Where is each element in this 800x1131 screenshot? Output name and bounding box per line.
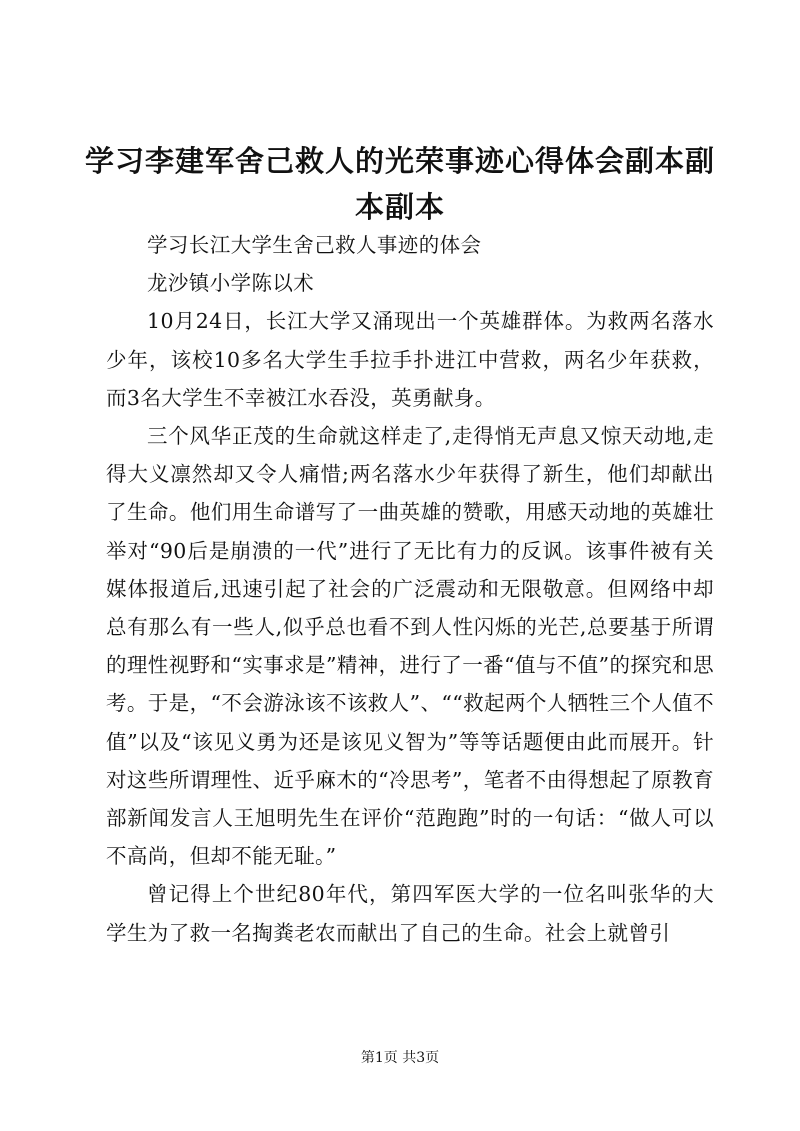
author-paragraph: 龙沙镇小学陈以术 <box>147 271 315 296</box>
subtitle-paragraph: 学习长江大学生舍己救人事迹的体会 <box>147 233 482 257</box>
page-number-footer: 第1页 共3页 <box>360 1050 440 1066</box>
body-paragraph: 10月24日，长江大学又涌现出一个英雄群体。为救两名落水少年，该校10多名大学生手拉手扑进江中营救，两名少年获救，而3名大学生不幸被江水吞没，英勇献身。 <box>106 309 714 410</box>
body-paragraph: 三个风华正茂的生命就这样走了,走得悄无声息又惊天动地,走得大义凛然却又令人痛惜;两名落水少年获得了新生，他们却献出了生命。他们用生命谱写了一曲英雄的赞歌，用感天动地的英雄壮举对“90后是崩溃的一代”进行了无比有力的反讽。该事件被有关媒体报道后,迅速引起了社会的广泛震动和无限敬意。但网络中却总有那么有一些人,似乎总也看不到人性闪烁的光芒,总要基于所谓的理性视野和“实事求是”精神，进行了一番“值与不值”的探究和思考。于是，“不会游泳该不该救人”、““救起两个人牺牲三个人值不值”以及“该见义勇为还是该见义智为”等等话题便由此而展开。针对这些所谓理性、近乎麻木的“冷思考”，笔者不由得想起了原教育部新闻发言人王旭明先生在评价“范跑跑”时的一句话：“做人可以不高尚，但却不能无耻。” <box>106 424 714 869</box>
document-title: 学习李建军舍己救人的光荣事迹心得体会副本副本副本 <box>84 144 715 224</box>
body-paragraph: 曾记得上个世纪80年代，第四军医大学的一位名叫张华的大学生为了救一名掏粪老农而献出了自己的生命。社会上就曾引 <box>106 882 714 945</box>
document-body <box>106 226 714 952</box>
